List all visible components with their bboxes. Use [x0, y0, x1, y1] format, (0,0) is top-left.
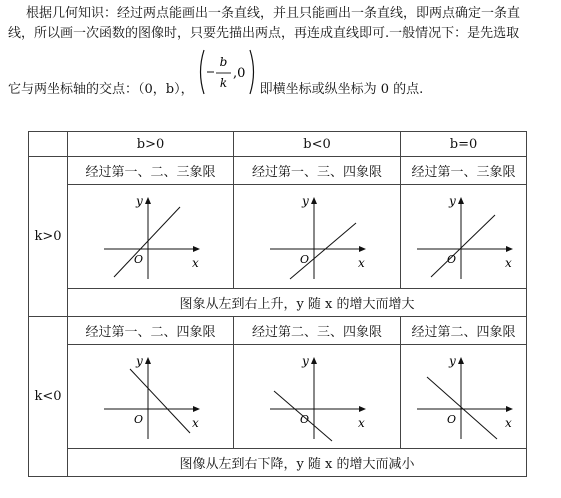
y-axis-label: y: [135, 353, 143, 368]
quadrant-text: 经过第一、三、四象限: [234, 157, 401, 185]
row-label-k-negative: k<0: [29, 317, 68, 477]
fraction-denominator: k: [219, 76, 228, 90]
graph-cell: [401, 345, 527, 449]
origin-label: O: [446, 412, 456, 426]
graph-cell: [68, 185, 234, 289]
function-line: [431, 215, 495, 277]
x-axis-label: x: [191, 415, 199, 430]
graph-cell: [68, 345, 234, 449]
x-axis-label: x: [191, 255, 199, 270]
fraction-point: [196, 46, 258, 98]
origin-label: O: [300, 412, 310, 426]
corner-cell: [29, 132, 68, 157]
graph-k-pos-b-neg: [262, 191, 372, 283]
function-line: [274, 391, 332, 441]
linear-function-table: [28, 131, 527, 477]
intro-line-2: 线，所以画一次函数的图像时，只要先描出两点，再连成直线即可.一般情况下：是先选取: [8, 26, 520, 41]
graph-k-neg-b-zero: [409, 351, 519, 443]
fraction-numerator: b: [219, 55, 228, 69]
y-axis-label: y: [448, 193, 456, 208]
summary-k-positive: 图象从左到右上升，y 随 x 的增大而增大: [68, 289, 527, 317]
graph-cell: [234, 345, 401, 449]
function-line: [427, 377, 497, 439]
quadrant-text: 经过第一、二、三象限: [68, 157, 234, 185]
header-b-positive: b>0: [68, 132, 234, 157]
fraction-tail: ,0: [233, 66, 246, 81]
origin-label: O: [446, 252, 456, 266]
intro-line-3-start: 它与两坐标轴的交点：（0，b），: [8, 82, 194, 97]
quadrant-text: 经过第二、三、四象限: [234, 317, 401, 345]
watermark: 头条 @小周老师: [463, 479, 551, 493]
y-axis-label: y: [135, 193, 143, 208]
origin-label: O: [300, 252, 310, 266]
x-axis-label: x: [504, 255, 512, 270]
x-axis-label: x: [504, 415, 512, 430]
row-label-k-positive: k>0: [29, 157, 68, 317]
origin-label: O: [133, 412, 143, 426]
y-axis-label: y: [302, 193, 309, 208]
quadrant-text: 经过第一、二、四象限: [68, 317, 234, 345]
graph-cell: [401, 185, 527, 289]
header-row: [29, 132, 527, 157]
graph-cell: [234, 185, 401, 289]
intro-line-3-end: 即横坐标或纵坐标为 0 的点.: [259, 82, 424, 97]
graph-k-neg-b-pos: [96, 351, 206, 443]
x-axis-label: x: [358, 415, 365, 430]
header-b-zero: b=0: [401, 132, 527, 157]
origin-label: O: [133, 252, 143, 266]
intro-line-1: 根据几何知识：经过两点能画出一条直线，并且只能画出一条直线，即两点确定一条直: [26, 6, 521, 21]
y-axis-label: y: [448, 353, 456, 368]
header-b-negative: b<0: [234, 132, 401, 157]
x-axis-label: x: [358, 255, 365, 270]
graph-k-pos-b-zero: [409, 191, 519, 283]
function-line: [290, 223, 356, 279]
y-axis-label: y: [302, 353, 309, 368]
quadrant-text: 经过第二、四象限: [401, 317, 527, 345]
summary-k-negative: 图像从左到右下降，y 随 x 的增大而减小: [68, 449, 527, 477]
graph-k-pos-b-pos: [96, 191, 206, 283]
graph-k-neg-b-neg: [262, 351, 372, 443]
function-line: [114, 207, 180, 277]
quadrant-text: 经过第一、三象限: [401, 157, 527, 185]
